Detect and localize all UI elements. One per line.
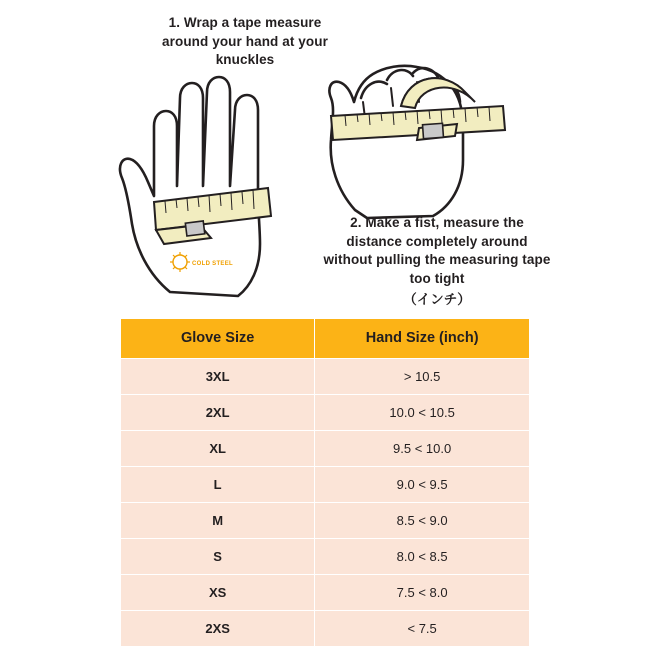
- instruction-step-2: 2. Make a fist, measure the distance completely around without pulling the measuring tape too tight: [323, 215, 551, 286]
- table-row: [121, 575, 530, 611]
- cell-hand-size: 9.5 < 10.0: [315, 431, 530, 467]
- table-row: [121, 359, 530, 395]
- cell-hand-size: 7.5 < 8.0: [315, 575, 530, 611]
- instruction-step-1: 1. Wrap a tape measure around your hand at your knuckles: [162, 15, 328, 68]
- unit-note: （インチ）: [403, 292, 471, 307]
- cell-glove-size: 2XL: [121, 395, 315, 431]
- cell-glove-size: L: [121, 467, 315, 503]
- cell-hand-size: > 10.5: [315, 359, 530, 395]
- glove-size-table: [120, 318, 530, 647]
- cell-glove-size: 3XL: [121, 359, 315, 395]
- cell-hand-size: 10.0 < 10.5: [315, 395, 530, 431]
- table-row: [121, 503, 530, 539]
- table-row: [121, 467, 530, 503]
- cell-hand-size: < 7.5: [315, 611, 530, 647]
- table-row: [121, 395, 530, 431]
- cell-glove-size: M: [121, 503, 315, 539]
- table-row: [121, 611, 530, 647]
- cell-glove-size: 2XS: [121, 611, 315, 647]
- cell-glove-size: XL: [121, 431, 315, 467]
- cell-hand-size: 8.0 < 8.5: [315, 539, 530, 575]
- cell-hand-size: 8.5 < 9.0: [315, 503, 530, 539]
- open-palm-hand-with-measuring-tape-illustration: [108, 62, 308, 307]
- closed-fist-hand-with-measuring-tape-illustration: [305, 40, 520, 230]
- svg-text:COLD STEEL: COLD STEEL: [192, 261, 234, 267]
- table-row: [121, 431, 530, 467]
- cell-hand-size: 9.0 < 9.5: [315, 467, 530, 503]
- column-header-glove-size: Glove Size: [121, 319, 315, 359]
- table-row: [121, 539, 530, 575]
- table-header-row: [121, 319, 530, 359]
- cell-glove-size: S: [121, 539, 315, 575]
- column-header-hand-size: Hand Size (inch): [315, 319, 530, 359]
- cell-glove-size: XS: [121, 575, 315, 611]
